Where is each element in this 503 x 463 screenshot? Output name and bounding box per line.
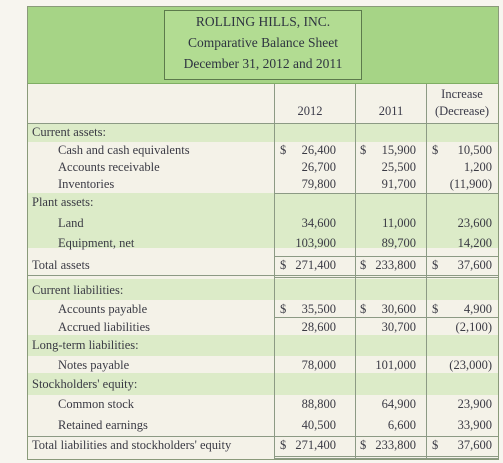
currency-sign: $	[280, 143, 287, 157]
cell-chg: 23,900	[457, 397, 492, 411]
cell-chg: 14,200	[457, 236, 492, 250]
table-row	[28, 438, 498, 455]
cell-v2012: 271,400	[295, 258, 336, 272]
currency-sign: $	[432, 258, 439, 272]
cell-chg: 23,600	[457, 216, 492, 230]
column-header	[28, 84, 498, 124]
cell-v2011: 101,000	[375, 358, 416, 372]
row-label: Current liabilities:	[32, 283, 124, 297]
cell-chg: 37,600	[457, 438, 492, 452]
table-row	[28, 283, 498, 300]
currency-sign: $	[280, 438, 287, 452]
balance-sheet	[27, 6, 499, 460]
row-label: Plant assets:	[32, 195, 94, 209]
row-label: Cash and cash equivalents	[58, 143, 190, 157]
cell-v2011: 233,800	[375, 258, 416, 272]
table-row	[28, 236, 498, 253]
row-label: Total assets	[32, 258, 90, 272]
cell-v2011: 233,800	[375, 438, 416, 452]
row-label: Common stock	[58, 397, 135, 411]
col-decrease: (Decrease)	[434, 104, 490, 118]
total-rule	[274, 277, 498, 278]
header-rule	[28, 123, 498, 124]
row-label: Notes payable	[58, 358, 130, 372]
table-row	[28, 397, 498, 414]
currency-sign: $	[360, 302, 367, 316]
table-row	[28, 125, 498, 142]
cell-v2011: 64,900	[381, 397, 416, 411]
table-row	[28, 216, 498, 233]
cell-chg: 33,900	[457, 418, 492, 432]
cell-v2012: 88,800	[301, 397, 336, 411]
cell-chg: 4,900	[463, 302, 492, 316]
cell-v2012: 26,400	[301, 143, 336, 157]
cell-v2011: 91,700	[381, 177, 416, 191]
cell-v2012: 79,800	[301, 177, 336, 191]
statement-title: Comparative Balance Sheet	[188, 35, 338, 50]
cell-v2011: 6,600	[387, 418, 416, 432]
cell-v2012: 271,400	[295, 438, 336, 452]
total-rule	[274, 317, 498, 318]
table-row	[28, 195, 498, 212]
currency-sign: $	[280, 302, 287, 316]
cell-v2011: 25,500	[381, 160, 416, 174]
table-row	[28, 320, 498, 337]
cell-v2012: 28,600	[301, 320, 336, 334]
total-rule	[274, 458, 498, 459]
cell-v2011: 11,000	[382, 216, 416, 230]
row-label: Equipment, net	[58, 236, 135, 250]
company-name: ROLLING HILLS, INC.	[195, 14, 331, 29]
cell-v2011: 30,700	[381, 320, 416, 334]
table-row	[28, 418, 498, 435]
cell-chg: 1,200	[463, 160, 492, 174]
section-rule	[28, 436, 498, 437]
table-row	[28, 160, 498, 177]
title-box	[164, 10, 362, 80]
cell-v2011: 15,900	[381, 143, 416, 157]
table-row	[28, 177, 498, 194]
cell-chg: 37,600	[457, 258, 492, 272]
total-rule	[274, 256, 498, 257]
row-label: Current assets:	[32, 125, 106, 139]
row-label: Accounts receivable	[58, 160, 160, 174]
col-increase: Increase	[441, 87, 483, 101]
cell-v2012: 103,900	[295, 236, 336, 250]
cell-v2011: 30,600	[381, 302, 416, 316]
table-row	[28, 377, 498, 394]
statement-date: December 31, 2012 and 2011	[183, 56, 343, 71]
row-label: Total liabilities and stockholders' equity	[32, 438, 232, 452]
currency-sign: $	[432, 143, 439, 157]
currency-sign: $	[360, 438, 367, 452]
cell-chg: (2,100)	[455, 320, 492, 334]
cell-v2012: 78,000	[301, 358, 336, 372]
row-label: Long-term liabilities:	[32, 338, 139, 352]
cell-chg: (23,000)	[449, 358, 492, 372]
cell-v2012: 26,700	[301, 160, 336, 174]
table-row	[28, 358, 498, 375]
col-2011: 2011	[378, 104, 404, 118]
cell-v2012: 34,600	[301, 216, 336, 230]
section-rule	[28, 275, 498, 276]
currency-sign: $	[432, 302, 439, 316]
cell-chg: (11,900)	[449, 177, 492, 191]
header-band	[28, 7, 498, 84]
row-label: Stockholders' equity:	[32, 377, 138, 391]
row-label: Retained earnings	[58, 418, 148, 432]
currency-sign: $	[360, 143, 367, 157]
row-label: Land	[58, 216, 84, 230]
currency-sign: $	[432, 438, 439, 452]
row-label: Accrued liabilities	[58, 320, 150, 334]
row-label: Inventories	[58, 177, 115, 191]
cell-chg: 10,500	[457, 143, 492, 157]
row-label: Accounts payable	[58, 302, 148, 316]
total-rule	[274, 456, 498, 457]
total-rule	[274, 193, 498, 194]
currency-sign: $	[280, 258, 287, 272]
cell-v2011: 89,700	[381, 236, 416, 250]
table-row	[28, 143, 498, 160]
currency-sign: $	[360, 258, 367, 272]
table-row	[28, 258, 498, 275]
table-row	[28, 338, 498, 355]
col-2012: 2012	[297, 104, 323, 118]
cell-v2012: 35,500	[301, 302, 336, 316]
cell-v2012: 40,500	[301, 418, 336, 432]
